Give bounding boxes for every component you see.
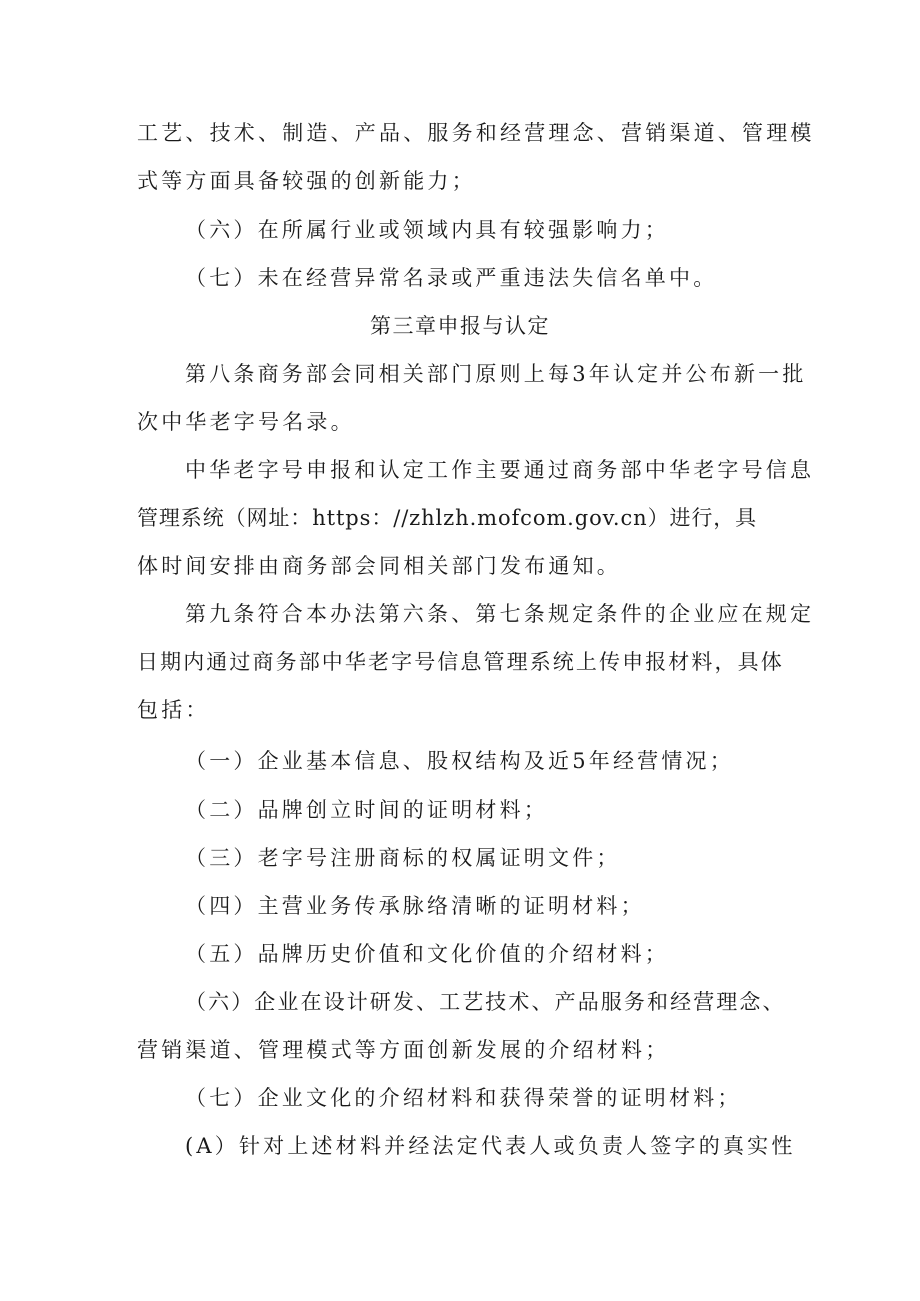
list-item-one: （一）企业基本信息、股权结构及近5年经营情况； bbox=[185, 749, 734, 773]
article-nine-line: 包括： bbox=[137, 698, 210, 722]
list-item-two: （二）品牌创立时间的证明材料； bbox=[185, 798, 548, 822]
list-item-eight: (A）针对上述材料并经法定代表人或负责人签字的真实性 bbox=[185, 1134, 796, 1158]
list-item-four: （四）主营业务传承脉络清晰的证明材料； bbox=[185, 894, 645, 918]
list-item-six-continued: 营销渠道、管理模式等方面创新发展的介绍材料； bbox=[137, 1038, 670, 1062]
paragraph-line: 体时间安排由商务部会同相关部门发布通知。 bbox=[137, 554, 621, 578]
paragraph-line: 工艺、技术、制造、产品、服务和经营理念、营销渠道、管理模 bbox=[137, 121, 815, 145]
article-nine-line: 第九条符合本办法第六条、第七条规定条件的企业应在规定 bbox=[185, 602, 815, 626]
article-eight-line: 第八条商务部会同相关部门原则上每3年认定并公布新一批 bbox=[185, 362, 807, 386]
list-item-six: （六）在所属行业或领域内具有较强影响力； bbox=[185, 218, 669, 242]
system-url-line: 管理系统（网址：https：//zhlzh.mofcom.gov.cn）进行，具 bbox=[137, 506, 758, 530]
list-item-three: （三）老字号注册商标的权属证明文件； bbox=[185, 846, 621, 870]
list-item-seven: （七）未在经营异常名录或严重违法失信名单中。 bbox=[185, 266, 718, 290]
list-item-six: （六）企业在设计研发、工艺技术、产品服务和经营理念、 bbox=[185, 990, 786, 1014]
article-eight-line: 次中华老字号名录。 bbox=[137, 410, 355, 434]
paragraph-line: 中华老字号申报和认定工作主要通过商务部中华老字号信息 bbox=[185, 458, 815, 482]
article-nine-line: 日期内通过商务部中华老字号信息管理系统上传申报材料，具体 bbox=[137, 650, 784, 674]
list-item-five: （五）品牌历史价值和文化价值的介绍材料； bbox=[185, 942, 669, 966]
list-item-seven: （七）企业文化的介绍材料和获得荣誉的证明材料； bbox=[185, 1086, 742, 1110]
paragraph-line: 式等方面具备较强的创新能力； bbox=[137, 169, 476, 193]
chapter-heading: 第三章申报与认定 bbox=[370, 314, 550, 338]
